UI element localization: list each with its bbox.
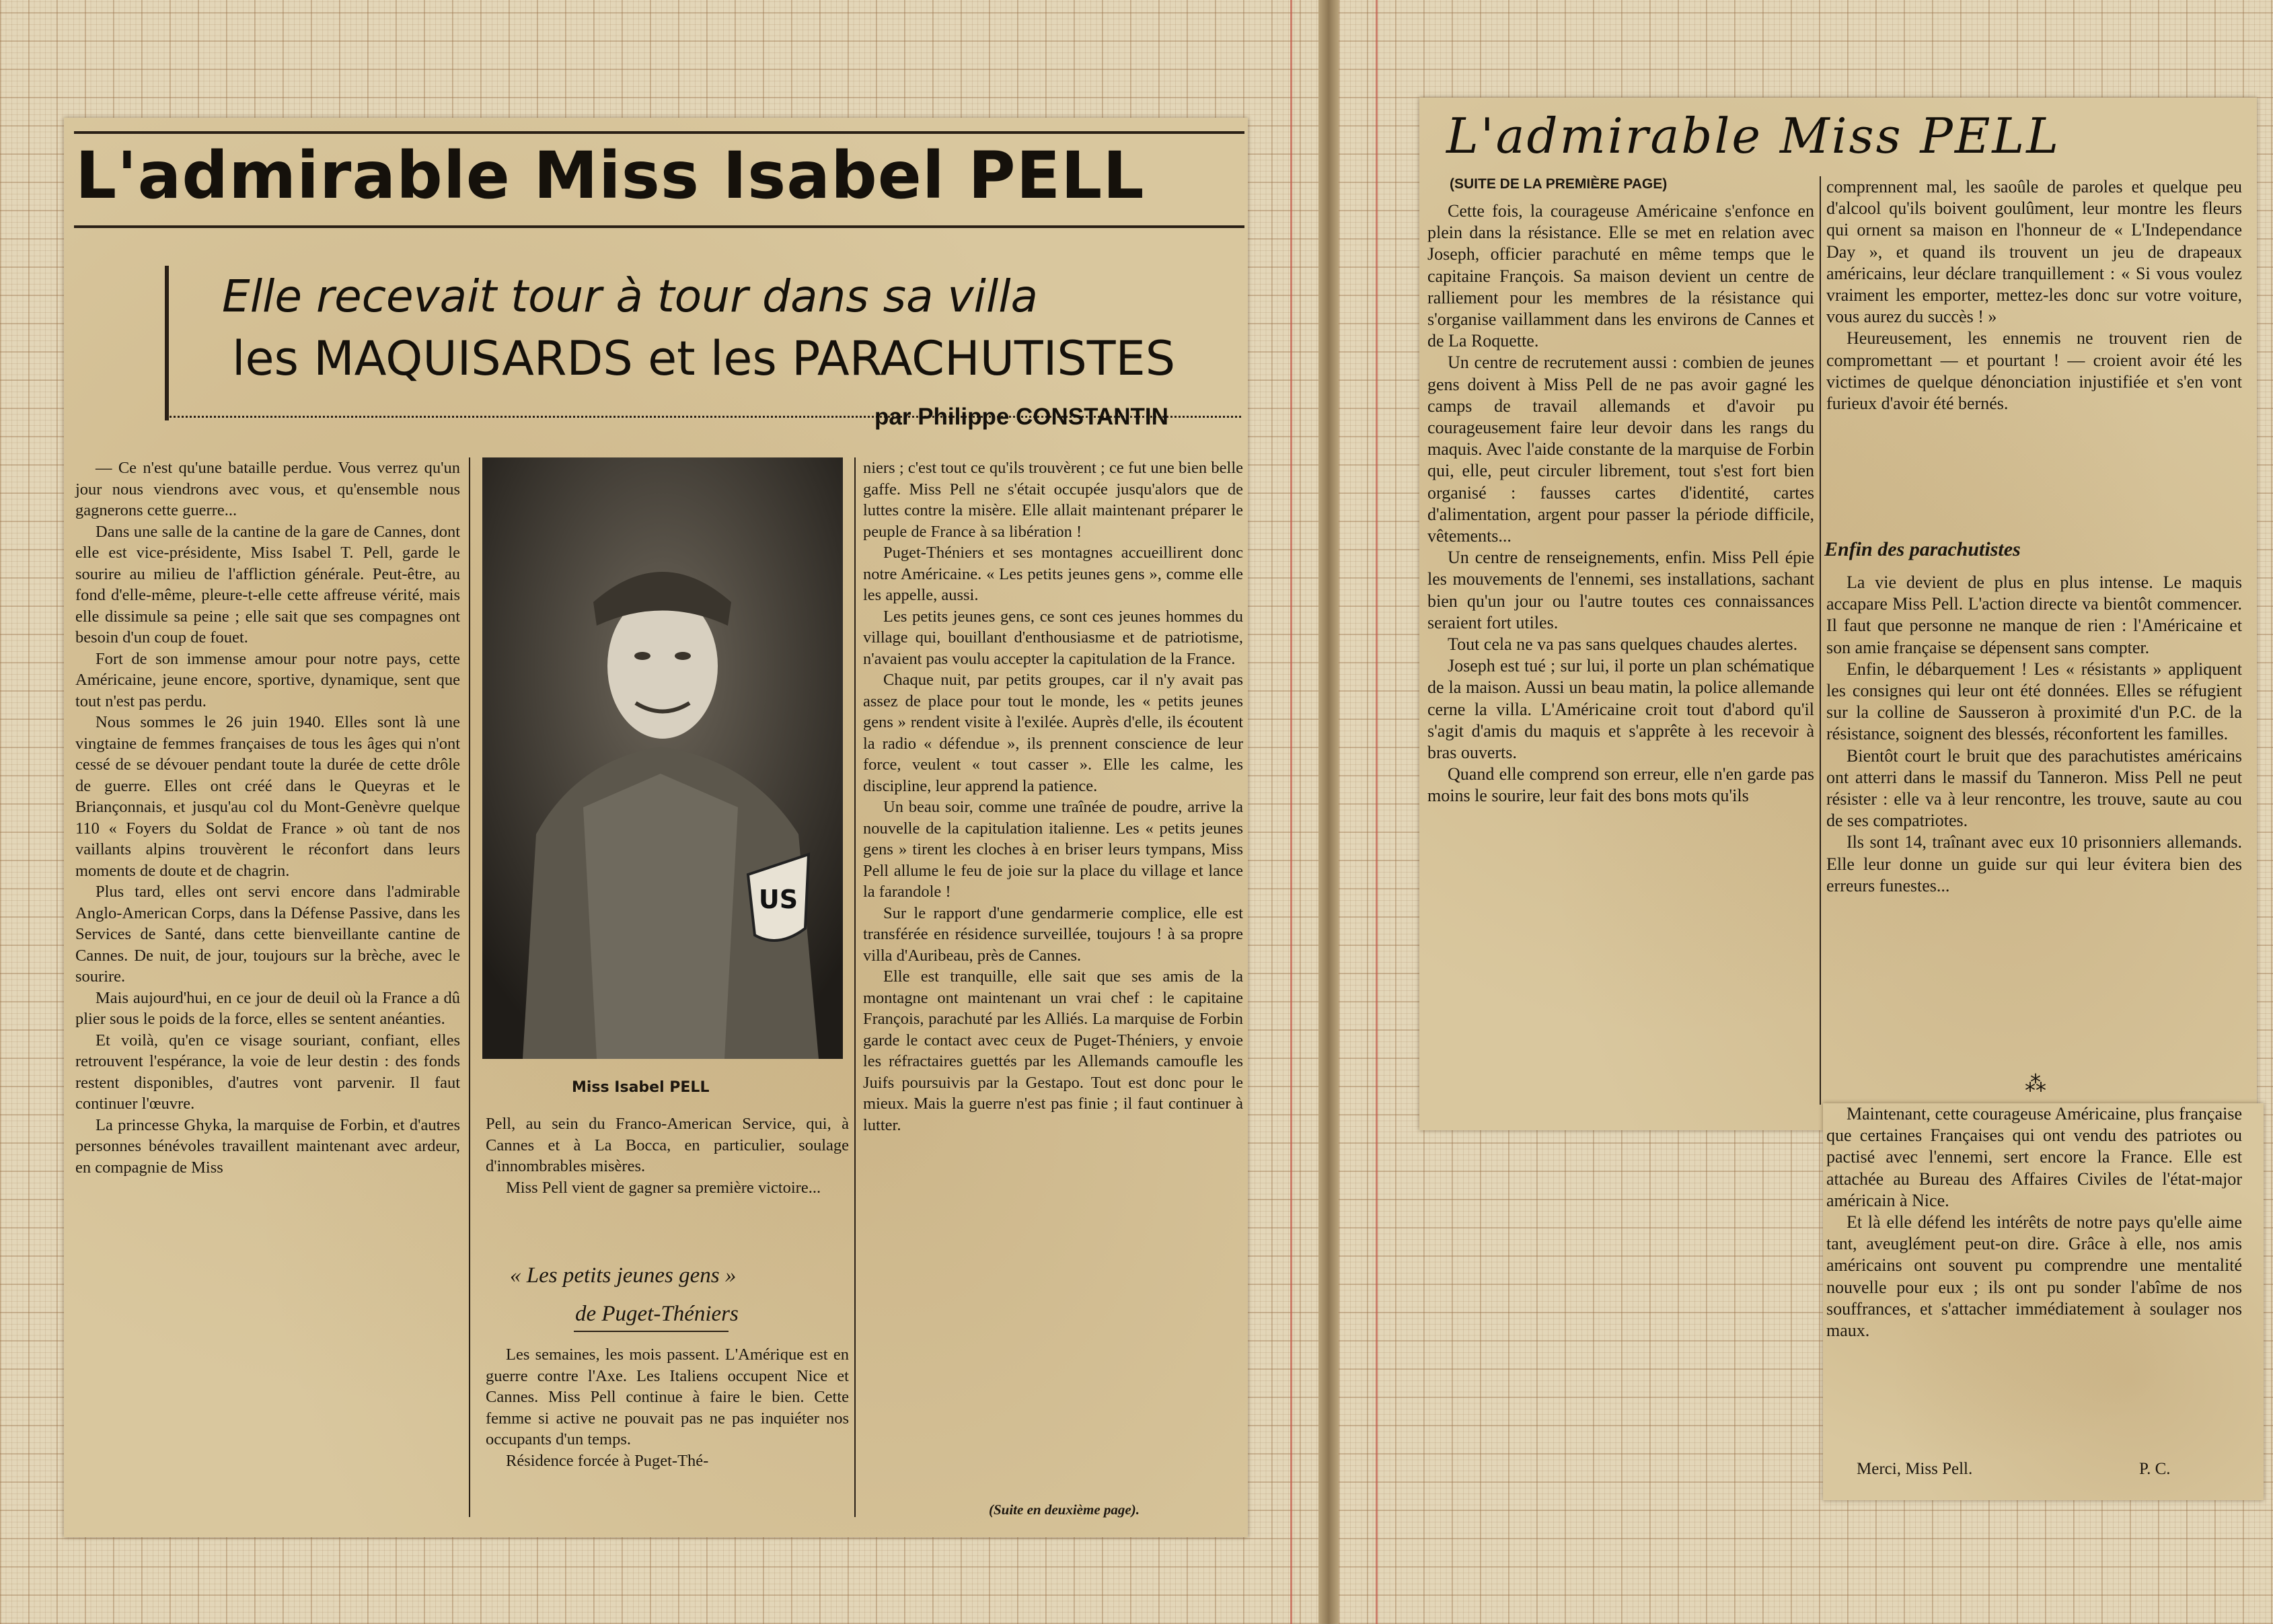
- svg-text:US: US: [758, 885, 798, 914]
- paragraph: Cette fois, la courageuse Américaine s'enfonce en plein dans la résistance. Elle se met en relation avec Joseph, officier parachuté en même temps que le capitaine François. Sa maison devient un centre de ralliement pour les membres de la résistance qui s'organise vaillamment dans les environs de Cannes et de La Roquette.: [1427, 201, 1814, 351]
- paragraph: La princesse Ghyka, la marquise de Forbin, et d'autres personnes bénévoles travaillent maintenant avec ardeur, en compagnie de Miss: [75, 1115, 460, 1177]
- subtitle-side-bar: [165, 266, 169, 420]
- paragraph: Chaque nuit, par petits groupes, car il n'y avait pas assez de place pour tout le monde, les « petits jeunes gens » rendent visite à l'exilée. Auprès d'elle, ils écoutent la radio « défendue », ils prennent conscience de leur force, veulent « tout casser ». Elle les calme, les discipline, leur apprend la patience.: [863, 671, 1243, 795]
- continued-note: (Suite en deuxième page).: [989, 1502, 1140, 1518]
- paragraph: Maintenant, cette courageuse Américaine, plus française que certaines Françaises qui ont vendu des patriotes ou pactisé avec l'ennemi, sert encore la France. Elle est attachée au Bureau des Affaires Civiles de l'état-major américain à Nice.: [1826, 1104, 2242, 1210]
- right-article-column-2-end: [1826, 1103, 2242, 1341]
- section-ornament: ⁂: [2025, 1072, 2046, 1096]
- masthead-bottom-rule: [74, 225, 1244, 228]
- paragraph: Fort de son immense amour pour notre pays, cette Américaine, jeune encore, sportive, dynamique, sent que tout n'est pas perdu.: [75, 649, 460, 710]
- paragraph: Elle est tranquille, elle sait que ses amis de la montagne ont maintenant un vrai chef : le capitaine François, parachuté par les Alliés. La marquise de Forbin garde le contact avec ceux de Puget-Théniers, y envoie les réfractaires guettés par les Allemands camoufle les Juifs poursuivis par la Gestapo. Tout est donc pour le mieux. Mais la guerre n'est pas finie ; il faut continuer à lutter.: [863, 967, 1243, 1134]
- column-divider: [1820, 176, 1821, 1105]
- column-divider: [469, 457, 470, 1517]
- column-divider: [854, 457, 856, 1517]
- paragraph: Joseph est tué ; sur lui, il porte un plan schématique de la maison. Aussi un beau matin, la police allemande cerne la villa. L'Américaine croit tout d'abord qu'il s'agit d'amis du maquis et s'apprête à les recevoir à bras ouverts.: [1427, 656, 1814, 763]
- paragraph: La vie devient de plus en plus intense. Le maquis accapare Miss Pell. L'action directe va bientôt commencer. Il faut que personne ne manque de rien : l'Américaine et son amie française se dépensent sans compter.: [1826, 573, 2242, 657]
- paragraph: Nous sommes le 26 juin 1940. Elles sont là une vingtaine de femmes françaises de tous les âges qui n'ont cessé de se dévouer pendant toute la durée de cette drôle de guerre. Elles ont créé dans le Queyras et le Briançonnais, et jusqu'au col du Mont-Genèvre quelque 110 « Foyers du Soldat de France » où tant de nos vaillants alpins trouvèrent le réconfort dans leurs moments de doute et de chagrin.: [75, 713, 460, 880]
- paragraph: Quand elle comprend son erreur, elle n'en garde pas moins le sourire, leur fait des bons mots qu'ils: [1427, 764, 1814, 806]
- right-article-column-2-section: [1826, 572, 2242, 897]
- right-margin-line: [1376, 0, 1378, 1624]
- right-article-column-1: [1427, 200, 1814, 807]
- right-article-column-2: [1826, 176, 2242, 414]
- byline: par Philippe CONSTANTIN: [874, 404, 1168, 430]
- left-article-column-2: [486, 1113, 849, 1198]
- section-underline: [574, 1331, 729, 1332]
- right-section-title: Enfin des parachutistes: [1824, 538, 2021, 560]
- paragraph: Un centre de renseignements, enfin. Miss Pell épie les mouvements de l'ennemi, ses installations, sachant bien qu'un jour ou l'autre toutes ces connaissances seraient fort utiles.: [1427, 548, 1814, 632]
- paragraph: Mais aujourd'hui, en ce jour de deuil où la France a dû plier sous le poids de la force, elles se sentent anéanties.: [75, 988, 460, 1028]
- paragraph: Un centre de recrutement aussi : combien de jeunes gens doivent à Miss Pell de ne pas avoir gagné les camps de travail allemands et d'avoir pu courageusement faire leur devoir dans les rangs du maquis. Avec l'aide constante de la marquise de Forbin qui, elle, peut circuler librement, tout s'est fort bien organisé : fausses cartes d'identité, cartes d'alimentation, argent pour passer la période difficile, vêtements...: [1427, 353, 1814, 546]
- paragraph: Heureusement, les ennemis ne trouvent rien de compromettant — et pourtant ! — croient avoir été les victimes de quelque dénonciation injustifiée et s'en vont furieux d'avoir été bernés.: [1826, 328, 2242, 414]
- left-article-column-2-section: [486, 1344, 849, 1471]
- section-title-line-2: de Puget-Théniers: [575, 1302, 739, 1326]
- paragraph: Et voilà, qu'en ce visage souriant, confiant, elles retrouvent l'espérance, la voie de leur destin : des fonds restent disponibles, d'autres vont parvenir. Il faut continuer l'œuvre.: [75, 1031, 460, 1113]
- paragraph: Bientôt court le bruit que des parachutistes américains ont atterri dans le massif du Tanneron. Miss Pell ne peut résister : elle va à leur rencontre, les trouve, saute au cou de ses compatriotes.: [1826, 745, 2242, 831]
- section-title-line-1: « Les petits jeunes gens »: [510, 1263, 737, 1288]
- closing-line: Merci, Miss Pell.: [1857, 1460, 1973, 1478]
- paragraph: Pell, au sein du Franco-American Service, qui, à Cannes et à La Bocca, en particulier, soulage d'innombrables misères.: [486, 1115, 849, 1175]
- paragraph: comprennent mal, les saoûle de paroles et quelque peu d'alcool qu'ils boivent goulûment, leur montre les fleurs qui ornent sa maison en l'honneur de « L'Independance Day », et quand ils trouvent un jeu de drapeaux américains, leur déclare tranquillement : « Si vous voulez vraiment les emporter, mettez-les donc sur votre voiture, vous aurez du succès ! »: [1826, 177, 2242, 327]
- paragraph: Les petits jeunes gens, ce sont ces jeunes hommes du village qui, bouillant d'enthousiasme et de patriotisme, n'avaient pas voulu accepter la capitulation de la France.: [863, 607, 1243, 668]
- paragraph: Dans une salle de la cantine de la gare de Cannes, dont elle est vice-présidente, Miss Isabel T. Pell, garde le sourire au milieu de l'affliction générale. Peut-être, au fond d'elle-même, pleure-t-elle cette affreuse vérité, mais elle dissimule sa peine ; elle sait que ses compagnes ont besoin d'un coup de fouet.: [75, 522, 460, 647]
- paragraph: — Ce n'est qu'une bataille perdue. Vous verrez qu'un jour nous viendrons avec vous, et qu'ensemble nous gagnerons cette guerre...: [75, 459, 460, 519]
- left-article-column-3: [863, 457, 1243, 1136]
- photo-caption: Miss Isabel PELL: [572, 1079, 710, 1096]
- paragraph: Les semaines, les mois passent. L'Amérique est en guerre contre l'Axe. Les Italiens occupent Nice et Cannes. Miss Pell continue à faire le bien. Cette femme si active ne pouvait pas ne pas inquiéter nos occupants d'un temps.: [486, 1345, 849, 1448]
- left-article-column-1: [75, 457, 460, 1178]
- paragraph: Puget-Théniers et ses montagnes accueillirent donc notre Américaine. « Les petits jeunes gens », comme elle les appelle, aussi.: [863, 544, 1243, 604]
- masthead-top-rule: [74, 131, 1244, 134]
- paragraph: Résidence forcée à Puget-Thé-: [506, 1451, 709, 1470]
- paragraph: Ils sont 14, traînant avec eux 10 prisonniers allemands. Elle leur donne un guide sur qui leur évitera bien des erreurs funestes...: [1826, 832, 2242, 895]
- paragraph: Sur le rapport d'une gendarmerie complice, elle est transférée en résidence surveillée, toujours ! à sa propre villa d'Auribeau, près de Cannes.: [863, 903, 1243, 965]
- paragraph: Miss Pell vient de gagner sa première victoire...: [506, 1178, 821, 1197]
- continued-from-note: (SUITE DE LA PREMIÈRE PAGE): [1450, 176, 1668, 192]
- portrait-photo-isabel-pell: [482, 457, 843, 1059]
- paragraph: Et là elle défend les intérêts de notre pays qu'elle aime tant, aveuglément peut-on dire. Grâce à elle, nos amis américains ont souvent pu comprendre une mentalité nouvelle pour eux ; ils ont pu sonder l'abîme de nos souffrances, et s'attacher immédiatement à soulager nos maux.: [1826, 1212, 2242, 1341]
- paragraph: niers ; c'est tout ce qu'ils trouvèrent ; ce fut une bien belle gaffe. Miss Pell ne s'était occupée jusqu'alors que de luttes contre la misère. Elle allait maintenant préparer le peuple de France à sa libération !: [863, 459, 1243, 541]
- left-margin-line: [1290, 0, 1292, 1624]
- subtitle-line-1: Elle recevait tour à tour dans sa villa: [222, 270, 1038, 322]
- subtitle-line-2: les MAQUISARDS et les PARACHUTISTES: [232, 331, 1176, 386]
- portrait-photo-image: [482, 457, 843, 1059]
- paragraph: Un beau soir, comme une traînée de poudre, arrive la nouvelle de la capitulation italienne. Les « petits jeunes gens » tirent les cloches à en briser leurs tympans, Miss Pell allume le feu de joie sur la place du village et lance la farandole !: [863, 798, 1243, 901]
- right-article-title: L'admirable Miss PELL: [1446, 108, 2061, 164]
- paragraph: Enfin, le débarquement ! Les « résistants » appliquent les consignes qui leur ont été données. Elles se réfugient sur la colline de Sausseron à proximité d'un P.C. de la résistance, soignent des blessés, réconfortent les familles.: [1826, 659, 2242, 744]
- paragraph: Tout cela ne va pas sans quelques chaudes alertes.: [1448, 634, 1798, 655]
- notebook-spine: [1318, 0, 1339, 1624]
- article-title: L'admirable Miss Isabel PELL: [75, 138, 1145, 213]
- paragraph: Plus tard, elles ont servi encore dans l'admirable Anglo-American Corps, dans la Défense Passive, dans les Services de Santé, dans cette bienveillante cantine de Cannes. De nuit, de jour, toujours sur la brèche, avec le sourire.: [75, 883, 460, 986]
- author-initials: P. C.: [2139, 1460, 2171, 1478]
